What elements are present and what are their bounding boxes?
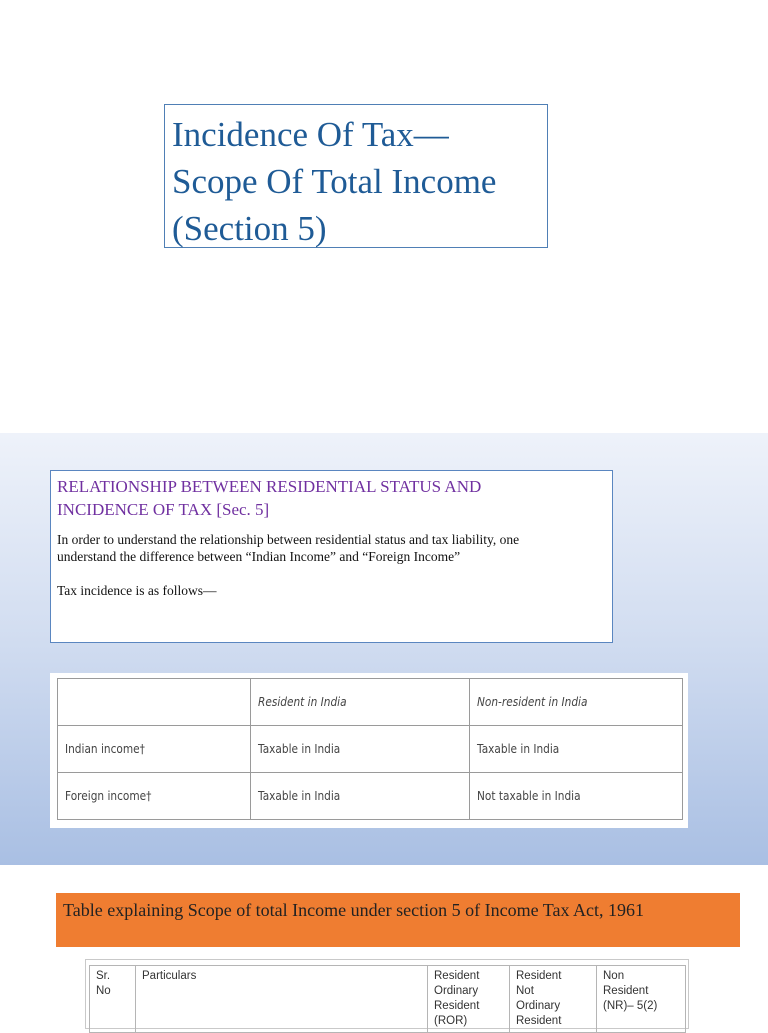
incidence-table bbox=[57, 678, 683, 820]
heading-line-2: INCIDENCE OF TAX [Sec. 5] bbox=[57, 500, 270, 519]
header-cell bbox=[58, 679, 251, 726]
header-cell-resident: Resident in India bbox=[251, 679, 470, 726]
title-line-3: (Section 5) bbox=[172, 209, 327, 248]
relationship-body bbox=[57, 531, 606, 565]
header-cell-non-resident: Non-resident in India bbox=[470, 679, 683, 726]
body-line-1: In order to understand the relationship between residential status and tax liability, one bbox=[57, 532, 520, 547]
table-cell: Foreign income† bbox=[58, 773, 251, 820]
relationship-text-box bbox=[50, 470, 613, 643]
relationship-heading bbox=[57, 475, 606, 521]
slide-scope-table bbox=[0, 866, 768, 1027]
slide-relationship bbox=[0, 433, 768, 865]
table-header-row bbox=[58, 679, 683, 726]
incidence-table-wrap bbox=[50, 673, 688, 828]
header-particulars: Particulars bbox=[136, 966, 428, 1033]
title-line-1: Incidence Of Tax— bbox=[172, 115, 449, 154]
incidence-line: Tax incidence is as follows— bbox=[57, 583, 217, 598]
table-cell: Indian income† bbox=[58, 726, 251, 773]
header-rnor: Resident Not Ordinary Resident bbox=[510, 966, 597, 1033]
scope-banner: Table explaining Scope of total Income under section 5 of Income Tax Act, 1961 bbox=[56, 893, 740, 947]
body-line-2: understand the difference between “Indian Income” and “Foreign Income” bbox=[57, 549, 461, 564]
title-box bbox=[164, 104, 548, 248]
header-ror: Resident Ordinary Resident (ROR) bbox=[428, 966, 510, 1033]
table-cell: Taxable in India bbox=[470, 726, 683, 773]
scope-table-wrap bbox=[85, 959, 689, 1029]
table-row bbox=[58, 726, 683, 773]
table-cell: Not taxable in India bbox=[470, 773, 683, 820]
table-row bbox=[58, 773, 683, 820]
table-cell: Taxable in India bbox=[251, 773, 470, 820]
table-cell: Taxable in India bbox=[251, 726, 470, 773]
header-sr-no: Sr. No bbox=[90, 966, 136, 1033]
header-nr: Non Resident (NR)– 5(2) bbox=[597, 966, 686, 1033]
slide-title bbox=[0, 0, 768, 432]
heading-line-1: RELATIONSHIP BETWEEN RESIDENTIAL STATUS AND bbox=[57, 477, 482, 496]
scope-header-row bbox=[90, 966, 686, 1033]
title-line-2: Scope Of Total Income bbox=[172, 162, 497, 201]
scope-table bbox=[89, 965, 686, 1033]
